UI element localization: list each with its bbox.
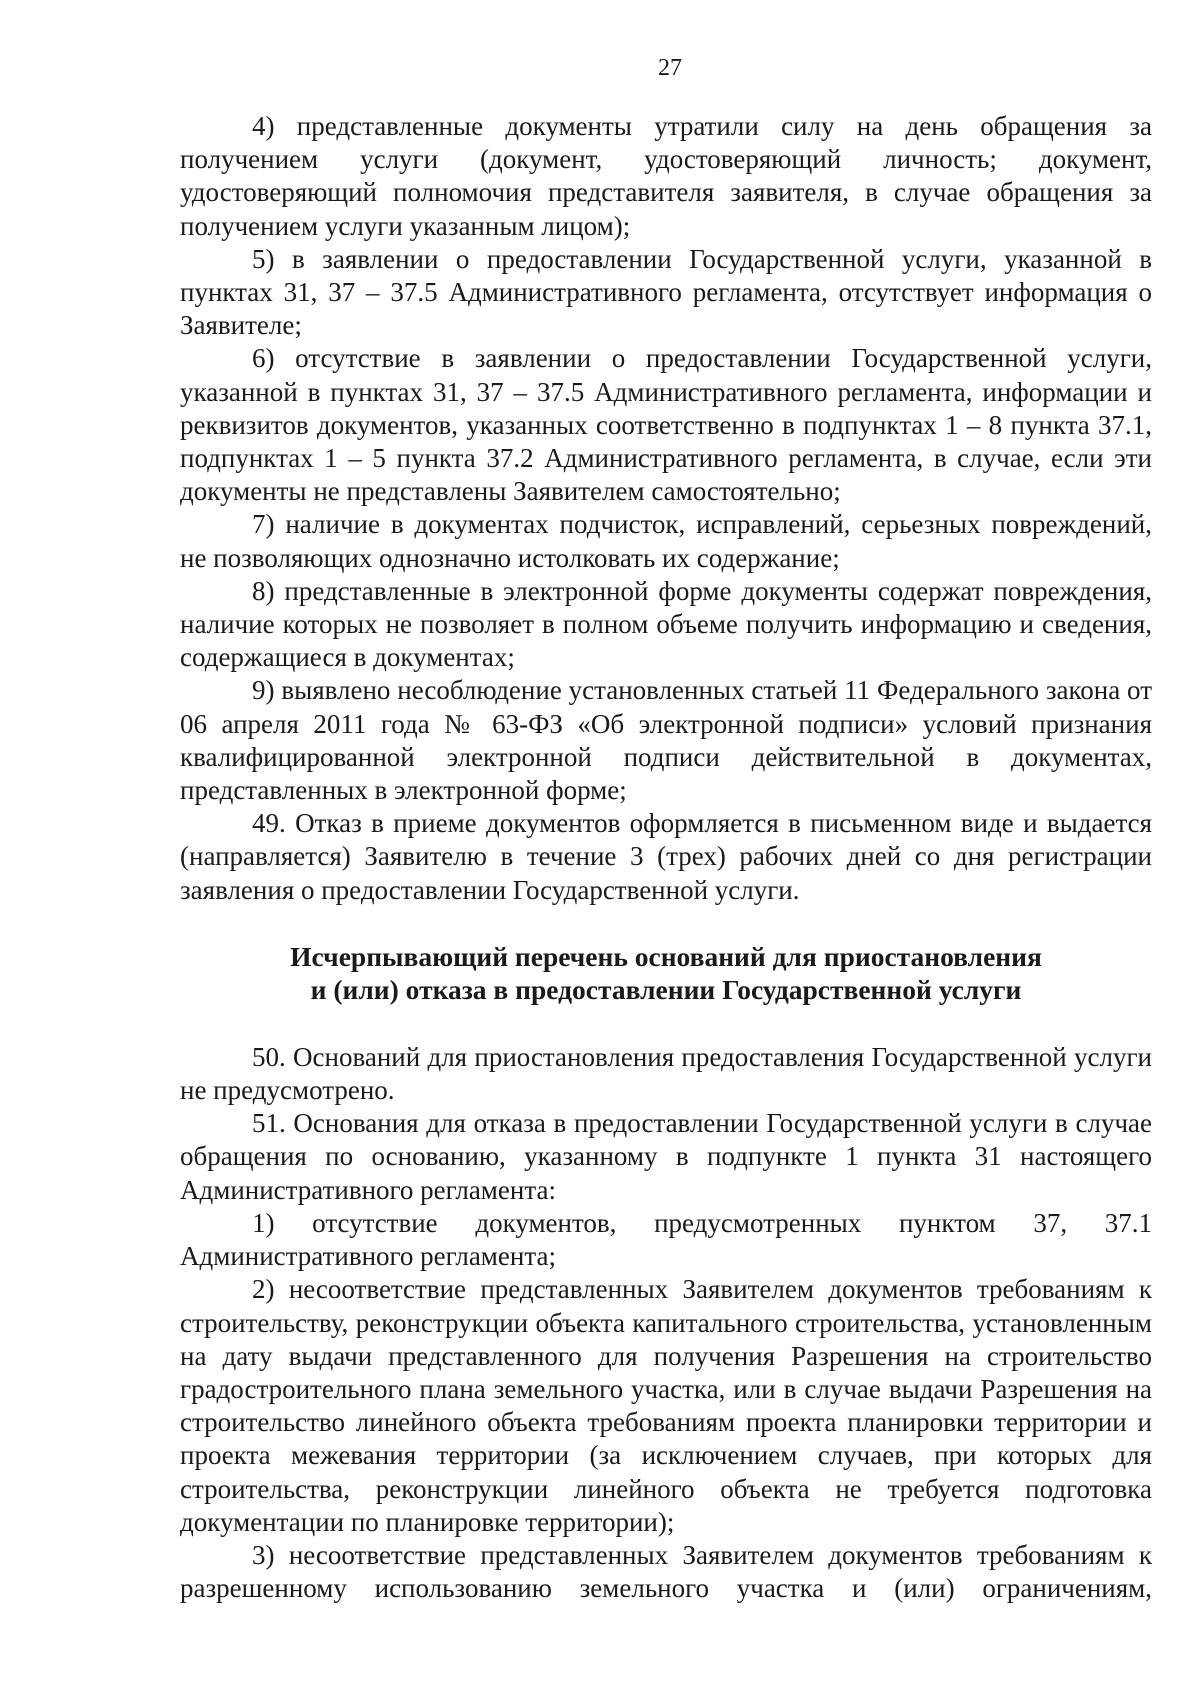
paragraph-clause-49: 49. Отказ в приеме документов оформляется в письменном виде и выдается (направляется) Заявителю в течение 3 (трех) рабочих дней со дня регистрации заявления о предоставлении Государственной услуги. [180,808,1152,905]
paragraph-item-8: 8) представленные в электронной форме документы содержат повреждения, наличие которых не позволяет в полном объеме получить информацию и сведения, содержащиеся в документах; [180,575,1152,673]
paragraph-item-2: 2) несоответствие представленных Заявителем документов требованиям к строительству, реконструкции объекта капитального строительства, установленным на дату выдачи представленного для получения Разрешения на строительство градостроительного плана земельного участка, или в случае выдачи Разрешения на строительство линейного объекта требованиям проекта планировки территории и проекта межевания территории (за исключением случаев, при которых для строительства, реконструкции линейного объекта не требуется подготовка документации по планировке территории); [180,1274,1152,1537]
paragraph-clause-51: 51. Основания для отказа в предоставлении Государственной услуги в случае обращения по основанию, указанному в подпункте 1 пункта 31 настоящего Административного регламента: [180,1108,1152,1205]
paragraph-item-9: 9) выявлено несоблюдение установленных статьей 11 Федерального закона от 06 апреля 2011 года № 63-ФЗ «Об электронной подписи» условий признания квалифицированной электронной подписи действительной в документах, представленных в электронной форме; [180,675,1152,806]
paragraph-item-1: 1) отсутствие документов, предусмотренных пунктом 37, 37.1 Административного регламента; [180,1207,1152,1272]
paragraph-item-5: 5) в заявлении о предоставлении Государственной услуги, указанной в пунктах 31, 37 – 37.5 Административного регламента, отсутствует информация о Заявителе; [180,243,1152,341]
paragraph-clause-50: 50. Оснований для приостановления предоставления Государственной услуги не предусмотрено. [180,1041,1152,1106]
page-number: 27 [658,55,682,81]
paragraph-item-7: 7) наличие в документах подчисток, исправлений, серьезных повреждений, не позволяющих однозначно истолковать их содержание; [180,509,1152,573]
paragraph-item-4: 4) представленные документы утратили силу на день обращения за получением услуги (документ, удостоверяющий личность; документ, удостоверяющий полномочия представителя заявителя, в случае обращения за получением услуги указанным лицом); [180,111,1152,241]
section-heading-line-2: и (или) отказа в предоставлении Государственной услуги [310,973,1022,1005]
section-heading-line-1: Исчерпывающий перечень оснований для приостановления [290,940,1042,972]
paragraph-item-3: 3) несоответствие представленных Заявителем документов требованиям к разрешенному использованию земельного участка и (или) ограничениям, [180,1539,1152,1604]
spacer [180,1006,1152,1041]
document-body [180,110,1152,1605]
spacer [180,907,1152,940]
paragraph-item-6: 6) отсутствие в заявлении о предоставлении Государственной услуги, указанной в пунктах 31, 37 – 37.5 Административного регламента, информации и реквизитов документов, указанных соответственно в подпунктах 1 – 8 пункта 37.1, подпунктах 1 – 5 пункта 37.2 Административного регламента, в случае, если эти документы не представлены Заявителем самостоятельно; [180,343,1152,507]
